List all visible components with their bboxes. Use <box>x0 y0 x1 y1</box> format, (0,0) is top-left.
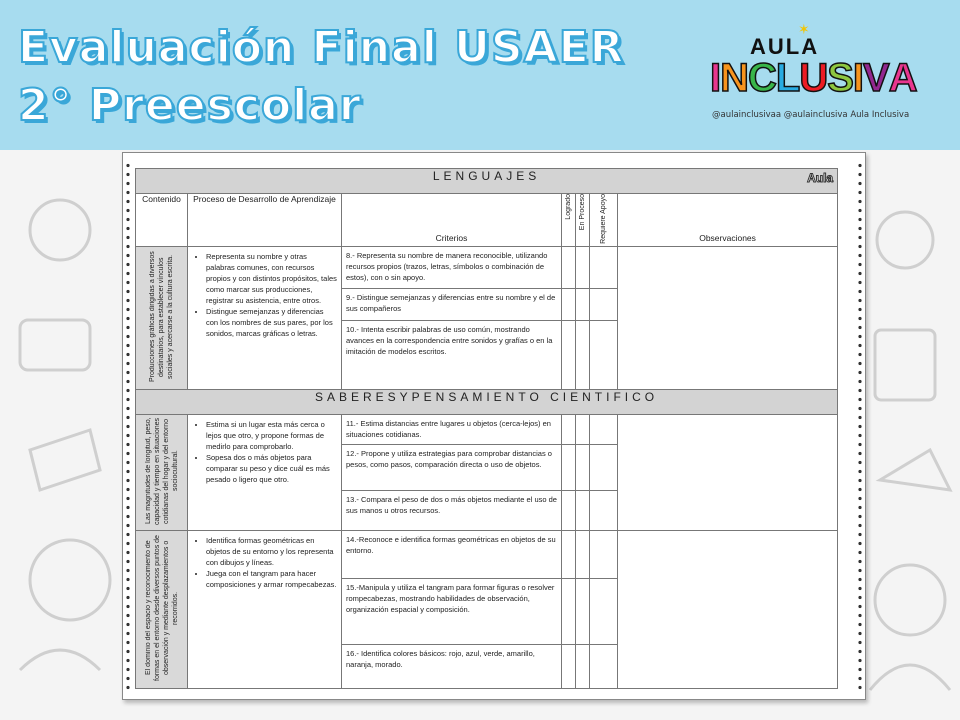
col-observaciones: Observaciones <box>618 194 838 247</box>
logo-letter: A <box>888 56 917 100</box>
proceso-item: • Representa su nombre y otras palabras comunes, con recursos propios y con distintos propósitos, tales como marcar sus producciones, registrar su asistencia, entre otros. <box>206 251 337 306</box>
proceso-item: • Sopesa dos o más objetos para comparar su peso y dice cuál es más pesado o ligero que otro. <box>206 452 337 485</box>
logo-inclusiva-text <box>710 56 917 101</box>
check-logrado[interactable] <box>562 490 576 530</box>
section-saberes: SABERESYPENSAMIENTO CIENTIFICO <box>136 389 838 414</box>
check-en-proceso[interactable] <box>576 246 590 288</box>
observaciones-cell[interactable] <box>618 246 838 389</box>
aula-inclusiva-logo <box>708 22 936 132</box>
criterio-cell: 13.- Compara el peso de dos o más objetos mediante el uso de sus manos u otros recursos. <box>342 490 562 530</box>
logo-letter: U <box>799 56 828 100</box>
header-banner <box>0 0 960 150</box>
page-subtitle: 2° Preescolar <box>18 80 362 131</box>
page-title: Evaluación Final USAER <box>18 22 625 73</box>
check-logrado[interactable] <box>562 644 576 688</box>
check-en-proceso[interactable] <box>576 530 590 578</box>
proceso-cell <box>188 246 342 389</box>
proceso-cell <box>188 530 342 688</box>
check-en-proceso[interactable] <box>576 444 590 490</box>
logo-aula-text: AULA <box>750 34 820 59</box>
check-logrado[interactable] <box>562 414 576 444</box>
check-requiere-apoyo[interactable] <box>590 530 618 578</box>
contenido-cell: El dominio del espacio y reconocimiento de formas en el entorno desde diversos puntos de observación y mediante desplazamientos o recorridos. <box>136 530 188 688</box>
criterio-cell: 16.- Identifica colores básicos: rojo, azul, verde, amarillo, naranja, morado. <box>342 644 562 688</box>
check-logrado[interactable] <box>562 578 576 644</box>
col-logrado: Logrado <box>562 194 576 247</box>
contenido-cell: Producciones gráficas dirigidas a diversos destinatarios, para establecer vínculos sociales y acercarse a la cultura escrita. <box>136 246 188 389</box>
check-requiere-apoyo[interactable] <box>590 246 618 288</box>
check-en-proceso[interactable] <box>576 289 590 321</box>
proceso-cell <box>188 414 342 530</box>
check-en-proceso[interactable] <box>576 578 590 644</box>
logo-letter: S <box>827 56 853 100</box>
criterio-cell: 9.- Distingue semejanzas y diferencias entre su nombre y el de sus compañeros <box>342 289 562 321</box>
proceso-item: • Juega con el tangram para hacer composiciones y armar rompecabezas. <box>206 568 337 590</box>
rubric-table <box>135 168 838 689</box>
proceso-item: • Identifica formas geométricas en objetos de su entorno y los representa con dibujos y líneas. <box>206 535 337 568</box>
check-en-proceso[interactable] <box>576 414 590 444</box>
check-en-proceso[interactable] <box>576 490 590 530</box>
logo-letter: I <box>710 56 721 100</box>
section-lenguajes-label: LENGUAJES <box>432 169 541 183</box>
contenido-cell: Las magnitudes de longitud, peso, capacidad y tiempo en situaciones cotidianas del hogar y del entorno sociocultural. <box>136 414 188 530</box>
proceso-item: • Estima si un lugar esta más cerca o lejos que otro, y propone formas de medirlo para comprobarlo. <box>206 419 337 452</box>
col-proceso: Proceso de Desarrollo de Aprendizaje <box>188 194 342 247</box>
sun-icon: ✶ <box>798 22 810 38</box>
proceso-item: • Distingue semejanzas y diferencias con los nombres de sus pares, por los sonidos, marcas gráficas o letras. <box>206 306 337 339</box>
check-requiere-apoyo[interactable] <box>590 578 618 644</box>
header-row <box>136 194 838 247</box>
rubric-sheet <box>122 152 866 700</box>
check-requiere-apoyo[interactable] <box>590 321 618 390</box>
col-criterios: Criterios <box>342 194 562 247</box>
check-requiere-apoyo[interactable] <box>590 490 618 530</box>
logo-letter: V <box>863 56 889 100</box>
col-requiere-apoyo: Requiere Apoyo <box>590 194 618 247</box>
logo-letter: N <box>720 56 749 100</box>
check-requiere-apoyo[interactable] <box>590 414 618 444</box>
mini-logo-mark: Aula <box>807 171 834 185</box>
check-logrado[interactable] <box>562 289 576 321</box>
check-en-proceso[interactable] <box>576 644 590 688</box>
col-en-proceso: En Proceso <box>576 194 590 247</box>
criterio-cell: 11.- Estima distancias entre lugares u objetos (cerca-lejos) en situaciones cotidianas. <box>342 414 562 444</box>
check-en-proceso[interactable] <box>576 321 590 390</box>
observaciones-cell[interactable] <box>618 414 838 530</box>
check-requiere-apoyo[interactable] <box>590 444 618 490</box>
logo-letter: C <box>748 56 776 100</box>
check-logrado[interactable] <box>562 530 576 578</box>
observaciones-cell[interactable] <box>618 530 838 688</box>
logo-social-handles: @aulainclusivaa @aulainclusiva Aula Inclusiva <box>712 110 910 120</box>
criterio-cell: 15.-Manipula y utiliza el tangram para formar figuras o resolver rompecabezas, mostrando habilidades de observación, organización espacial y composición. <box>342 578 562 644</box>
section-lenguajes <box>136 169 838 194</box>
check-logrado[interactable] <box>562 246 576 288</box>
logo-letter: I <box>852 56 864 100</box>
check-logrado[interactable] <box>562 321 576 390</box>
check-requiere-apoyo[interactable] <box>590 289 618 321</box>
col-contenido: Contenido <box>136 194 188 247</box>
check-requiere-apoyo[interactable] <box>590 644 618 688</box>
criterio-cell: 12.- Propone y utiliza estrategias para comprobar distancias o pesos, como pasos, comparación directa o uso de objetos. <box>342 444 562 490</box>
check-logrado[interactable] <box>562 444 576 490</box>
criterio-cell: 14.-Reconoce e identifica formas geométricas en objetos de su entorno. <box>342 530 562 578</box>
binder-dots-right <box>858 161 862 691</box>
criterio-cell: 10.- Intenta escribir palabras de uso común, mostrando avances en la correspondencia entre sonidos y grafías o en la imitación de modelos escritos. <box>342 321 562 390</box>
binder-dots-left <box>126 161 130 691</box>
logo-letter: L <box>775 56 800 100</box>
criterio-cell: 8.- Representa su nombre de manera reconocible, utilizando recursos propios (trazos, letras, símbolos o combinación de estos), con o sin apoyo. <box>342 246 562 288</box>
